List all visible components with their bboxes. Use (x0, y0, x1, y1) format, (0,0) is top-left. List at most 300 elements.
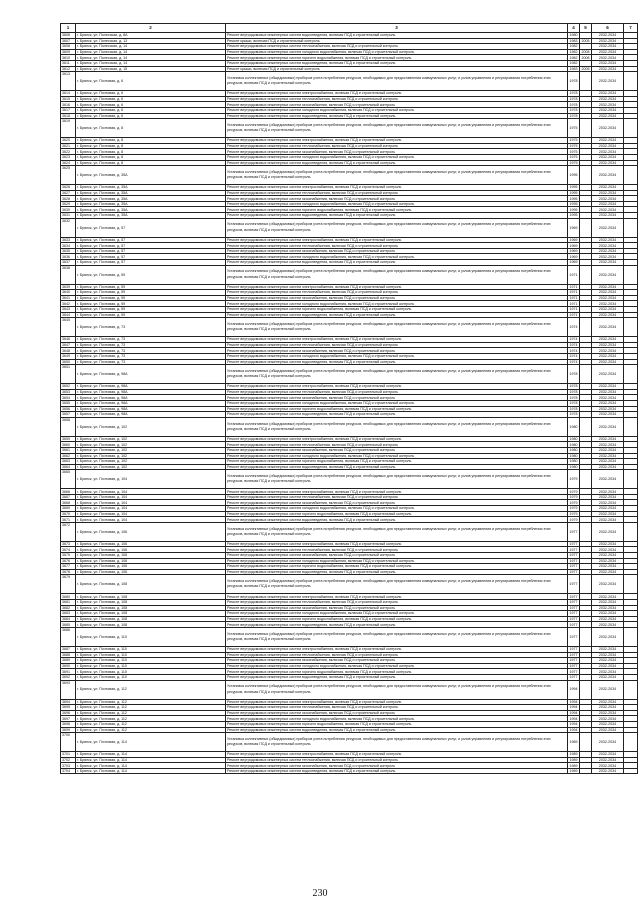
work-type-cell: Ремонт внутридомовых инженерных систем холодного водоснабжения, включая ПСД и строительный контроль (226, 716, 568, 722)
build-year-cell: 1975 (569, 138, 578, 143)
build-year-cell: 1995 (569, 207, 578, 212)
work-type-cell: Ремонт внутридомовых инженерных систем водоотведения, включая ПСД и строительный контроль (226, 33, 568, 39)
extra-cell (624, 265, 638, 284)
build-year-cell: 1974 (569, 354, 578, 359)
extra-cell (624, 119, 638, 138)
work-type-cell: Установка коллективных (общедомовых) приборов учета потребления ресурсов, необходимых для предоставления коммунальных услуг, и узлов управления и регулирования потребления этих ресурсов, включая ПСД и строительный контроль (226, 318, 568, 337)
planned-period-cell: 2032-2034 (592, 342, 624, 348)
work-type-cell: Ремонт внутридомовых инженерных систем газоснабжения, включая ПСД и строительный контроль (226, 447, 568, 453)
work-type-cell: Ремонт внутридомовых инженерных систем электроснабжения, включая ПСД и строительный контроль (226, 91, 568, 97)
address-cell: г. Брянск, ул. Полесская, д. 14 (76, 60, 226, 66)
build-year-cell: 1971 (569, 284, 578, 289)
row-number: 3627 (61, 190, 76, 196)
build-year-cell: 1974 (569, 359, 578, 364)
build-year-cell: 1994 (569, 716, 578, 721)
build-year-cell: 1977 (569, 658, 578, 663)
address-cell: г. Брянск, ул. Почтовая, д. 6 (76, 113, 226, 119)
planned-period-cell: 2032-2034 (592, 60, 624, 66)
build-year-cell: 1977 (569, 553, 578, 558)
row-number: 3614 (61, 91, 76, 97)
extra-cell (624, 72, 638, 91)
planned-period-cell: 2032-2034 (592, 102, 624, 108)
planned-period-cell: 2032-2034 (592, 190, 624, 196)
planned-period-cell: 2032-2034 (592, 763, 624, 769)
extra-cell (624, 318, 638, 337)
page-number: 230 (312, 888, 328, 899)
work-type-cell: Ремонт внутридомовых инженерных систем холодного водоснабжения, включая ПСД и строительный контроль (226, 453, 568, 459)
row-number: 3675 (61, 553, 76, 559)
address-cell: г. Брянск, ул. Полесская, д. 14 (76, 49, 226, 55)
row-number: 3623 (61, 154, 76, 160)
address-cell: г. Брянск, ул. Почтовая, д. 108 (76, 611, 226, 617)
build-year-cell: 1977 (568, 522, 580, 541)
build-year-cell: 1969 (569, 254, 578, 259)
work-type-cell: Ремонт внутридомовых инженерных систем водоотведения, включая ПСД и строительный контроль (226, 213, 568, 219)
row-number: 3668 (61, 500, 76, 506)
address-cell: г. Брянск, ул. Почтовая, д. 59 (76, 312, 226, 318)
address-cell: г. Брянск, ул. Почтовая, д. 106 (76, 547, 226, 553)
work-type-cell: Ремонт внутридомовых инженерных систем водоотведения, включая ПСД и строительный контроль (226, 768, 568, 774)
row-number: 3676 (61, 558, 76, 564)
address-cell: г. Брянск, ул. Почтовая, д. 59 (76, 284, 226, 290)
address-cell: г. Брянск, ул. Полесская, д. 14 (76, 55, 226, 61)
build-year-cell: 1977 (569, 622, 578, 627)
row-number: 3622 (61, 149, 76, 155)
work-type-cell: Установка коллективных (общедомовых) приборов учета потребления ресурсов, необходимых для предоставления коммунальных услуг, и узлов управления и регулирования потребления этих ресурсов, включая ПСД и строительный контроль (226, 522, 568, 541)
address-cell: г. Брянск, ул. Почтовая, д. 114 (76, 752, 226, 758)
build-year-cell: 1995 (569, 190, 578, 195)
address-cell: г. Брянск, ул. Почтовая, д. 102 (76, 447, 226, 453)
planned-period-cell: 2032-2034 (592, 237, 624, 243)
work-type-cell: Ремонт внутридомовых инженерных систем газоснабжения, включая ПСД и строительный контроль (226, 149, 568, 155)
address-cell: г. Брянск, ул. Почтовая, д. 98А (76, 406, 226, 412)
row-number: 3611 (61, 60, 76, 66)
work-type-cell: Ремонт внутридомовых инженерных систем водоотведения, включая ПСД и строительный контроль (226, 412, 568, 418)
table-row (61, 265, 638, 284)
address-cell: г. Брянск, ул. Почтовая, д. 6 (76, 96, 226, 102)
row-number: 3632 (61, 218, 76, 237)
row-number: 3619 (61, 119, 76, 138)
extra-cell (624, 627, 638, 646)
address-cell: г. Брянск, ул. Почтовая, д. 8 (76, 154, 226, 160)
extra-cell (624, 417, 638, 436)
address-cell: г. Брянск, ул. Почтовая, д. 8 (76, 160, 226, 166)
header-cell: 2 (76, 24, 226, 33)
work-type-cell: Установка коллективных (общедомовых) приборов учета потребления ресурсов, необходимых для предоставления коммунальных услуг, и узлов управления и регулирования потребления этих ресурсов, включая ПСД и строительный контроль (226, 470, 568, 489)
table-row (61, 733, 638, 752)
work-type-cell: Ремонт внутридомовых инженерных систем электроснабжения, включая ПСД и строительный контроль (226, 752, 568, 758)
address-cell: г. Брянск, ул. Почтовая, д. 8 (76, 149, 226, 155)
planned-period-cell: 2032-2034 (592, 72, 624, 91)
build-year-cell: 1978 (569, 97, 578, 101)
last-repair-year-cell (580, 575, 592, 594)
row-number: 3618 (61, 113, 76, 119)
planned-period-cell: 2032-2034 (592, 138, 624, 144)
planned-period-cell: 2032-2034 (592, 218, 624, 237)
work-type-cell: Ремонт внутридомовых инженерных систем теплоснабжения, включая ПСД и строительный контроль (226, 757, 568, 763)
work-type-cell: Ремонт внутридомовых инженерных систем горячего водоснабжения, включая ПСД и строительный контроль (226, 564, 568, 570)
table-row (61, 417, 638, 436)
row-number: 3669 (61, 506, 76, 512)
planned-period-cell: 2032-2034 (592, 680, 624, 699)
work-type-cell: Ремонт внутридомовых инженерных систем газоснабжения, включая ПСД и строительный контроль (226, 102, 568, 108)
work-type-cell: Ремонт внутридомовых инженерных систем электроснабжения, включая ПСД и строительный контроль (226, 594, 568, 600)
planned-period-cell: 2032-2034 (592, 196, 624, 202)
planned-period-cell: 2032-2034 (592, 517, 624, 523)
row-number: 3631 (61, 213, 76, 219)
work-type-cell: Ремонт внутридомовых инженерных систем водоотведения, включая ПСД и строительный контроль (226, 464, 568, 470)
planned-period-cell: 2032-2034 (592, 710, 624, 716)
address-cell: г. Брянск, ул. Почтовая, д. 110 (76, 646, 226, 652)
planned-period-cell: 2032-2034 (592, 207, 624, 213)
work-type-cell: Установка коллективных (общедомовых) приборов учета потребления ресурсов, необходимых для предоставления коммунальных услуг, и узлов управления и регулирования потребления этих ресурсов, включая ПСД и строительный контроль (226, 575, 568, 594)
address-cell: г. Брянск, ул. Почтовая, д. 98А (76, 412, 226, 418)
work-type-cell: Ремонт внутридомовых инженерных систем водоотведения, включая ПСД и строительный контроль (226, 113, 568, 119)
row-number: 3663 (61, 459, 76, 465)
address-cell: г. Брянск, ул. Почтовая, д. 110 (76, 627, 226, 646)
row-number: 3657 (61, 412, 76, 418)
row-number: 3700 (61, 733, 76, 752)
row-number: 3642 (61, 301, 76, 307)
planned-period-cell: 2032-2034 (592, 564, 624, 570)
extra-cell (624, 768, 638, 774)
work-type-cell: Ремонт внутридомовых инженерных систем газоснабжения, включая ПСД и строительный контроль (226, 553, 568, 559)
address-cell: г. Брянск, ул. Почтовая, д. 104 (76, 489, 226, 495)
row-number: 3683 (61, 611, 76, 617)
address-cell: г. Брянск, ул. Почтовая, д. 110 (76, 658, 226, 664)
build-year-cell: 1977 (569, 675, 578, 680)
build-year-cell: 1971 (569, 312, 578, 317)
address-cell: г. Брянск, ул. Почтовая, д. 114 (76, 763, 226, 769)
document-page (60, 23, 637, 774)
address-cell: г. Брянск, ул. Почтовая, д. 59 (76, 295, 226, 301)
work-type-cell: Ремонт внутридомовых инженерных систем теплоснабжения, включая ПСД и строительный контроль (226, 494, 568, 500)
planned-period-cell: 2032-2034 (592, 727, 624, 733)
row-number: 3693 (61, 680, 76, 699)
build-year-cell: 1982 (569, 55, 578, 60)
planned-period-cell: 2032-2034 (592, 412, 624, 418)
extra-cell (624, 733, 638, 752)
row-number: 3672 (61, 522, 76, 541)
row-number: 3686 (61, 627, 76, 646)
address-cell: г. Брянск, ул. Почтовая, д. 108 (76, 622, 226, 628)
address-cell: г. Брянск, ул. Почтовая, д. 112 (76, 705, 226, 711)
work-type-cell: Ремонт внутридомовых инженерных систем газоснабжения, включая ПСД и строительный контроль (226, 500, 568, 506)
planned-period-cell: 2032-2034 (592, 436, 624, 442)
work-type-cell: Ремонт внутридомовых инженерных систем электроснабжения, включая ПСД и строительный контроль (226, 541, 568, 547)
row-number: 3655 (61, 400, 76, 406)
planned-period-cell: 2032-2034 (592, 301, 624, 307)
address-cell: г. Брянск, ул. Почтовая, д. 106 (76, 564, 226, 570)
work-type-cell: Ремонт внутридомовых инженерных систем горячего водоснабжения, включая ПСД и строительный контроль (226, 459, 568, 465)
row-number: 3615 (61, 96, 76, 102)
row-number: 3690 (61, 663, 76, 669)
build-year-cell: 1979 (569, 506, 578, 511)
planned-period-cell: 2032-2034 (592, 733, 624, 752)
build-year-cell: 1978 (569, 401, 578, 406)
planned-period-cell: 2032-2034 (592, 646, 624, 652)
table-row (61, 680, 638, 699)
build-year-cell: 1980 (569, 464, 578, 469)
row-number: 3620 (61, 138, 76, 144)
row-number: 3613 (61, 72, 76, 91)
planned-period-cell: 2032-2034 (592, 166, 624, 185)
last-repair-year-cell (580, 768, 592, 774)
build-year-cell: 1983 (569, 38, 578, 43)
build-year-cell: 1995 (569, 202, 578, 207)
address-cell: г. Брянск, ул. Почтовая, д. 57 (76, 218, 226, 237)
planned-period-cell: 2032-2034 (592, 459, 624, 465)
work-type-cell: Ремонт внутридомовых инженерных систем электроснабжения, включая ПСД и строительный контроль (226, 646, 568, 652)
build-year-cell: 1982 (569, 44, 578, 49)
planned-period-cell: 2032-2034 (592, 658, 624, 664)
row-number: 3610 (61, 55, 76, 61)
last-repair-year-cell (580, 627, 592, 646)
build-year-cell: 1977 (569, 558, 578, 563)
build-year-cell: 1994 (569, 705, 578, 710)
work-type-cell: Ремонт внутридомовых инженерных систем горячего водоснабжения, включая ПСД и строительный контроль (226, 669, 568, 675)
work-type-cell: Установка коллективных (общедомовых) приборов учета потребления ресурсов, необходимых для предоставления коммунальных услуг, и узлов управления и регулирования потребления этих ресурсов, включая ПСД и строительный контроль (226, 417, 568, 436)
work-type-cell: Ремонт внутридомовых инженерных систем горячего водоснабжения, включая ПСД и строительный контроль (226, 511, 568, 517)
work-type-cell: Ремонт внутридомовых инженерных систем электроснабжения, включая ПСД и строительный контроль (226, 489, 568, 495)
row-number: 3697 (61, 716, 76, 722)
work-type-cell: Ремонт внутридомовых инженерных систем электроснабжения, включая ПСД и строительный контроль (226, 436, 568, 442)
address-cell: г. Брянск, ул. Почтовая, д. 102 (76, 417, 226, 436)
table-header-row (61, 24, 638, 33)
build-year-cell: 1980 (569, 436, 578, 441)
row-number: 3670 (61, 511, 76, 517)
address-cell: г. Брянск, ул. Почтовая, д. 102 (76, 442, 226, 448)
header-cell: 3 (226, 24, 568, 33)
work-type-cell: Ремонт внутридомовых инженерных систем горячего водоснабжения, включая ПСД и строительный контроль (226, 307, 568, 313)
build-year-cell: 1971 (569, 301, 578, 306)
planned-period-cell: 2032-2034 (592, 669, 624, 675)
work-type-cell: Ремонт внутридомовых инженерных систем водоотведения, включая ПСД и строительный контроль (226, 312, 568, 318)
header-cell: 4 (568, 24, 580, 33)
row-number: 3687 (61, 646, 76, 652)
address-cell: г. Брянск, ул. Почтовая, д. 6 (76, 72, 226, 91)
build-year-cell: 1980 (569, 442, 578, 447)
address-cell: г. Брянск, ул. Почтовая, д. 35А (76, 166, 226, 185)
row-number: 3660 (61, 442, 76, 448)
address-cell: г. Брянск, ул. Почтовая, д. 98А (76, 400, 226, 406)
row-number: 3696 (61, 710, 76, 716)
work-type-cell: Ремонт внутридомовых инженерных систем теплоснабжения, включая ПСД и строительный контроль (226, 652, 568, 658)
build-year-cell: 1969 (569, 260, 578, 265)
build-year-cell: 1995 (569, 213, 578, 218)
build-year-cell: 1994 (568, 680, 580, 699)
last-repair-year-cell (580, 522, 592, 541)
planned-period-cell: 2032-2034 (592, 663, 624, 669)
row-number: 3630 (61, 207, 76, 213)
planned-period-cell: 2032-2034 (592, 553, 624, 559)
planned-period-cell: 2032-2034 (592, 627, 624, 646)
extra-cell (624, 522, 638, 541)
work-type-cell: Ремонт внутридомовых инженерных систем газоснабжения, включая ПСД и строительный контроль (226, 605, 568, 611)
address-cell: г. Брянск, ул. Почтовая, д. 8 (76, 138, 226, 144)
row-number: 3648 (61, 348, 76, 354)
planned-period-cell: 2032-2034 (592, 307, 624, 313)
row-number: 3665 (61, 470, 76, 489)
address-cell: г. Брянск, ул. Почтовая, д. 106 (76, 522, 226, 541)
table-row (61, 627, 638, 646)
planned-period-cell: 2032-2034 (592, 160, 624, 166)
address-cell: г. Брянск, ул. Почтовая, д. 106 (76, 569, 226, 575)
build-year-cell: 1974 (568, 318, 580, 337)
address-cell: г. Брянск, ул. Полесская, д. 14 (76, 44, 226, 50)
row-number: 3612 (61, 66, 76, 72)
work-type-cell: Ремонт внутридомовых инженерных систем теплоснабжения, включая ПСД и строительный контроль (226, 243, 568, 249)
address-cell: г. Брянск, ул. Почтовая, д. 108 (76, 605, 226, 611)
extra-cell (624, 680, 638, 699)
work-type-cell: Ремонт внутридомовых инженерных систем электроснабжения, включая ПСД и строительный контроль (226, 138, 568, 144)
table-row (61, 768, 638, 774)
extra-cell (624, 218, 638, 237)
build-year-cell: 1982 (569, 50, 578, 55)
row-number: 3616 (61, 102, 76, 108)
work-type-cell: Ремонт внутридомовых инженерных систем водоотведения, включая ПСД и строительный контроль (226, 517, 568, 523)
work-type-cell: Ремонт внутридомовых инженерных систем горячего водоснабжения, включая ПСД и строительный контроль (226, 406, 568, 412)
planned-period-cell: 2032-2034 (592, 91, 624, 97)
planned-period-cell: 2032-2034 (592, 149, 624, 155)
planned-period-cell: 2032-2034 (592, 547, 624, 553)
work-type-cell: Ремонт внутридомовых инженерных систем водоотведения, включая ПСД и строительный контроль (226, 727, 568, 733)
address-cell: г. Брянск, ул. Почтовая, д. 59 (76, 265, 226, 284)
row-number: 3609 (61, 49, 76, 55)
work-type-cell: Ремонт внутридомовых инженерных систем теплоснабжения, включая ПСД и строительный контроль (226, 96, 568, 102)
build-year-cell: 1977 (569, 605, 578, 610)
work-type-cell: Ремонт внутридомовых инженерных систем теплоснабжения, включая ПСД и строительный контроль (226, 705, 568, 711)
row-number: 3671 (61, 517, 76, 523)
address-cell: г. Брянск, ул. Почтовая, д. 57 (76, 237, 226, 243)
planned-period-cell: 2032-2034 (592, 66, 624, 72)
planned-period-cell: 2032-2034 (592, 353, 624, 359)
row-number: 3607 (61, 38, 76, 44)
row-number: 3702 (61, 757, 76, 763)
planned-period-cell: 2032-2034 (592, 600, 624, 606)
build-year-cell: 1995 (569, 185, 578, 190)
work-type-cell: Ремонт внутридомовых инженерных систем электроснабжения, включая ПСД и строительный контроль (226, 237, 568, 243)
address-cell: г. Брянск, ул. Почтовая, д. 73 (76, 359, 226, 365)
row-number: 3625 (61, 166, 76, 185)
row-number: 3677 (61, 564, 76, 570)
row-number: 3640 (61, 290, 76, 296)
address-cell: г. Брянск, ул. Почтовая, д. 104 (76, 506, 226, 512)
row-number: 3664 (61, 464, 76, 470)
work-type-cell: Ремонт крыши, включая ПСД и строительный контроль (226, 66, 568, 72)
table-row (61, 365, 638, 384)
build-year-cell: 1983 (569, 66, 578, 71)
address-cell: г. Брянск, ул. Почтовая, д. 57 (76, 260, 226, 266)
planned-period-cell: 2032-2034 (592, 265, 624, 284)
last-repair-year-cell (580, 318, 592, 337)
row-number: 3654 (61, 395, 76, 401)
address-cell: г. Брянск, ул. Почтовая, д. 6 (76, 107, 226, 113)
header-cell: 1 (61, 24, 76, 33)
build-year-cell: 1977 (569, 600, 578, 605)
last-repair-year-cell (580, 365, 592, 384)
build-year-cell: 1978 (569, 412, 578, 417)
work-type-cell: Ремонт внутридомовых инженерных систем электроснабжения, включая ПСД и строительный контроль (226, 337, 568, 343)
planned-period-cell: 2032-2034 (592, 201, 624, 207)
work-type-cell: Ремонт внутридомовых инженерных систем водоотведения, включая ПСД и строительный контроль (226, 60, 568, 66)
address-cell: г. Брянск, ул. Почтовая, д. 35А (76, 201, 226, 207)
build-year-cell: 1980 (569, 453, 578, 458)
row-number: 3652 (61, 384, 76, 390)
address-cell: г. Брянск, ул. Почтовая, д. 106 (76, 541, 226, 547)
planned-period-cell: 2032-2034 (592, 260, 624, 266)
address-cell: г. Брянск, ул. Почтовая, д. 112 (76, 699, 226, 705)
build-year-cell: 1994 (569, 699, 578, 704)
work-type-cell: Ремонт внутридомовых инженерных систем водоотведения, включая ПСД и строительный контроль (226, 260, 568, 266)
row-number: 3658 (61, 417, 76, 436)
row-number: 3689 (61, 658, 76, 664)
row-number: 3673 (61, 541, 76, 547)
row-number: 3662 (61, 453, 76, 459)
table-row (61, 470, 638, 489)
address-cell: г. Брянск, ул. Почтовая, д. 73 (76, 337, 226, 343)
address-cell: г. Брянск, ул. Почтовая, д. 104 (76, 511, 226, 517)
planned-period-cell: 2032-2034 (592, 489, 624, 495)
row-number: 3678 (61, 569, 76, 575)
build-year-cell: 1977 (568, 627, 580, 646)
address-cell: г. Брянск, ул. Почтовая, д. 6 (76, 102, 226, 108)
build-year-cell: 1978 (569, 102, 578, 107)
address-cell: г. Брянск, ул. Полесская, д. 15 (76, 66, 226, 72)
work-type-cell: Ремонт внутридомовых инженерных систем теплоснабжения, включая ПСД и строительный контроль (226, 143, 568, 149)
address-cell: г. Брянск, ул. Полесская, д. 8А (76, 33, 226, 39)
work-type-cell: Ремонт внутридомовых инженерных систем теплоснабжения, включая ПСД и строительный контроль (226, 442, 568, 448)
work-type-cell: Ремонт внутридомовых инженерных систем горячего водоснабжения, включая ПСД и строительный контроль (226, 55, 568, 61)
last-repair-year-cell (580, 417, 592, 436)
address-cell: г. Брянск, ул. Почтовая, д. 104 (76, 517, 226, 523)
row-number: 3645 (61, 318, 76, 337)
planned-period-cell: 2032-2034 (592, 616, 624, 622)
planned-period-cell: 2032-2034 (592, 569, 624, 575)
work-type-cell: Ремонт внутридомовых инженерных систем холодного водоснабжения, включая ПСД и строительный контроль (226, 201, 568, 207)
last-repair-year-cell (580, 733, 592, 752)
work-type-cell: Ремонт внутридомовых инженерных систем теплоснабжения, включая ПСД и строительный контроль (226, 342, 568, 348)
planned-period-cell: 2032-2034 (592, 558, 624, 564)
planned-period-cell: 2032-2034 (592, 318, 624, 337)
planned-period-cell: 2032-2034 (592, 594, 624, 600)
build-year-cell: 1971 (568, 265, 580, 284)
build-year-cell: 1979 (569, 511, 578, 516)
build-year-cell: 1974 (569, 343, 578, 348)
planned-period-cell: 2032-2034 (592, 119, 624, 138)
planned-period-cell: 2032-2034 (592, 400, 624, 406)
build-year-cell: 1969 (569, 243, 578, 248)
planned-period-cell: 2032-2034 (592, 55, 624, 61)
extra-cell (624, 365, 638, 384)
build-year-cell: 1971 (569, 296, 578, 301)
work-type-cell: Ремонт внутридомовых инженерных систем теплоснабжения, включая ПСД и строительный контроль (226, 290, 568, 296)
planned-period-cell: 2032-2034 (592, 541, 624, 547)
work-type-cell: Установка коллективных (общедомовых) приборов учета потребления ресурсов, необходимых для предоставления коммунальных услуг, и узлов управления и регулирования потребления этих ресурсов, включая ПСД и строительный контроль (226, 733, 568, 752)
work-type-cell: Ремонт внутридомовых инженерных систем газоснабжения, включая ПСД и строительный контроль (226, 763, 568, 769)
address-cell: г. Брянск, ул. Почтовая, д. 57 (76, 243, 226, 249)
table-row (61, 166, 638, 185)
row-number: 3633 (61, 237, 76, 243)
work-type-cell: Ремонт внутридомовых инженерных систем газоснабжения, включая ПСД и строительный контроль (226, 710, 568, 716)
build-year-cell: 1974 (569, 348, 578, 353)
planned-period-cell: 2032-2034 (592, 348, 624, 354)
build-year-cell: 1989 (569, 757, 578, 762)
address-cell: г. Брянск, ул. Почтовая, д. 35А (76, 190, 226, 196)
build-year-cell: 1978 (569, 384, 578, 389)
capital-repair-table (60, 23, 638, 774)
build-year-cell: 1977 (569, 542, 578, 547)
